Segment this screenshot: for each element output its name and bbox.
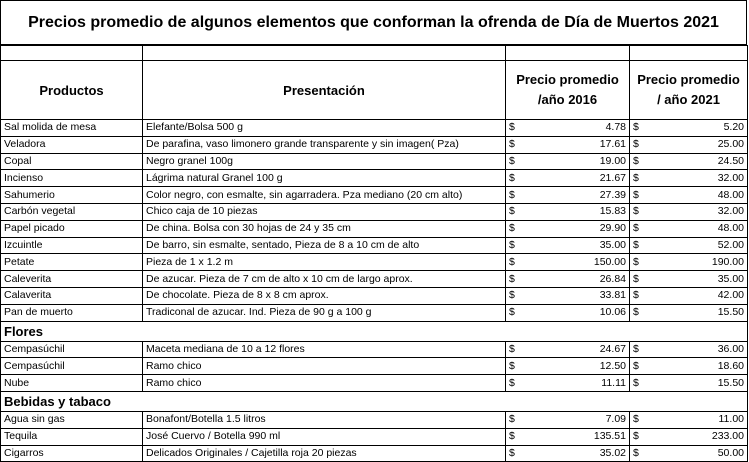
cell-currency-2016: $ [506, 411, 522, 428]
cell-presentacion: Tradiconal de azucar. Ind. Pieza de 90 g a 100 g [143, 304, 506, 321]
section-title: Flores [1, 321, 143, 341]
cell-producto: Cempasúchil [1, 341, 143, 358]
table-row [1, 220, 748, 237]
table-row [1, 153, 748, 170]
cell-producto: Tequila [1, 428, 143, 445]
table-row [1, 287, 748, 304]
cell-precio-2021: 15.50 [646, 304, 748, 321]
cell-presentacion: Color negro, con esmalte, sin agarradera. Pza mediano (20 cm alto) [143, 187, 506, 204]
header-precio-2016 [506, 61, 630, 120]
cell-presentacion: José Cuervo / Botella 990 ml [143, 428, 506, 445]
cell-presentacion: Pieza de 1 x 1.2 m [143, 254, 506, 271]
cell-currency-2021: $ [630, 287, 646, 304]
cell-currency-2021: $ [630, 445, 646, 462]
cell-currency-2016: $ [506, 271, 522, 288]
header-row [1, 61, 748, 120]
cell-producto: Copal [1, 153, 143, 170]
header-precio-2021-line1: Precio promedio [637, 72, 740, 87]
cell-precio-2021: 24.50 [646, 153, 748, 170]
cell-currency-2016: $ [506, 428, 522, 445]
cell-currency-2021: $ [630, 170, 646, 187]
section-row [1, 391, 748, 411]
cell-currency-2021: $ [630, 220, 646, 237]
cell-precio-2021: 48.00 [646, 187, 748, 204]
header-precio-2016-line2: /año 2016 [537, 92, 598, 107]
cell-currency-2016: $ [506, 304, 522, 321]
header-precio-2021-line2: / año 2021 [657, 92, 720, 107]
cell-currency-2021: $ [630, 203, 646, 220]
cell-currency-2021: $ [630, 153, 646, 170]
cell-currency-2021: $ [630, 136, 646, 153]
cell-currency-2021: $ [630, 428, 646, 445]
cell-currency-2021: $ [630, 271, 646, 288]
cell-currency-2016: $ [506, 237, 522, 254]
cell-producto: Agua sin gas [1, 411, 143, 428]
cell-currency-2016: $ [506, 187, 522, 204]
cell-currency-2021: $ [630, 187, 646, 204]
cell-producto: Sal molida de mesa [1, 120, 143, 137]
cell-precio-2021: 48.00 [646, 220, 748, 237]
cell-producto: Veladora [1, 136, 143, 153]
cell-presentacion: Maceta mediana de 10 a 12 flores [143, 341, 506, 358]
cell-currency-2016: $ [506, 375, 522, 392]
cell-precio-2021: 15.50 [646, 375, 748, 392]
cell-precio-2016: 4.78 [522, 120, 630, 137]
price-table [0, 45, 748, 462]
cell-currency-2016: $ [506, 120, 522, 137]
cell-producto: Carbón vegetal [1, 203, 143, 220]
cell-precio-2021: 233.00 [646, 428, 748, 445]
cell-currency-2016: $ [506, 170, 522, 187]
cell-currency-2016: $ [506, 153, 522, 170]
table-row [1, 203, 748, 220]
cell-producto: Pan de muerto [1, 304, 143, 321]
cell-precio-2021: 5.20 [646, 120, 748, 137]
cell-precio-2016: 150.00 [522, 254, 630, 271]
table-row [1, 170, 748, 187]
cell-currency-2016: $ [506, 358, 522, 375]
cell-precio-2016: 135.51 [522, 428, 630, 445]
cell-presentacion: Bonafont/Botella 1.5 litros [143, 411, 506, 428]
table-row [1, 304, 748, 321]
cell-precio-2016: 26.84 [522, 271, 630, 288]
cell-presentacion: De parafina, vaso limonero grande transparente y sin imagen( Pza) [143, 136, 506, 153]
cell-currency-2021: $ [630, 304, 646, 321]
cell-precio-2016: 29.90 [522, 220, 630, 237]
table-row [1, 254, 748, 271]
cell-precio-2021: 35.00 [646, 271, 748, 288]
cell-presentacion: De chocolate. Pieza de 8 x 8 cm aprox. [143, 287, 506, 304]
cell-producto: Caleverita [1, 271, 143, 288]
cell-currency-2016: $ [506, 254, 522, 271]
cell-precio-2016: 33.81 [522, 287, 630, 304]
table-row [1, 341, 748, 358]
cell-presentacion: Lágrima natural Granel 100 g [143, 170, 506, 187]
table-row [1, 428, 748, 445]
section-title: Bebidas y tabaco [1, 391, 143, 411]
cell-precio-2021: 32.00 [646, 203, 748, 220]
cell-precio-2016: 11.11 [522, 375, 630, 392]
cell-precio-2016: 27.39 [522, 187, 630, 204]
cell-precio-2021: 190.00 [646, 254, 748, 271]
cell-presentacion: Delicados Originales / Cajetilla roja 20 piezas [143, 445, 506, 462]
cell-precio-2021: 32.00 [646, 170, 748, 187]
cell-precio-2021: 18.60 [646, 358, 748, 375]
cell-precio-2021: 11.00 [646, 411, 748, 428]
cell-precio-2021: 50.00 [646, 445, 748, 462]
table-row [1, 445, 748, 462]
table-row [1, 120, 748, 137]
cell-currency-2021: $ [630, 120, 646, 137]
cell-currency-2021: $ [630, 358, 646, 375]
cell-producto: Sahumerio [1, 187, 143, 204]
cell-precio-2016: 10.06 [522, 304, 630, 321]
cell-currency-2021: $ [630, 254, 646, 271]
cell-producto: Papel picado [1, 220, 143, 237]
cell-precio-2016: 35.00 [522, 237, 630, 254]
cell-currency-2016: $ [506, 445, 522, 462]
cell-currency-2021: $ [630, 341, 646, 358]
cell-presentacion: De barro, sin esmalte, sentado, Pieza de 8 a 10 cm de alto [143, 237, 506, 254]
header-precio-2016-line1: Precio promedio [516, 72, 619, 87]
cell-precio-2016: 7.09 [522, 411, 630, 428]
table-row [1, 358, 748, 375]
cell-precio-2016: 21.67 [522, 170, 630, 187]
cell-currency-2016: $ [506, 287, 522, 304]
header-presentacion: Presentación [143, 61, 506, 120]
cell-currency-2016: $ [506, 136, 522, 153]
cell-precio-2021: 42.00 [646, 287, 748, 304]
cell-precio-2016: 19.00 [522, 153, 630, 170]
cell-producto: Izcuintle [1, 237, 143, 254]
cell-presentacion: Negro granel 100g [143, 153, 506, 170]
table-row [1, 136, 748, 153]
cell-precio-2016: 15.83 [522, 203, 630, 220]
section-row [1, 321, 748, 341]
table-row [1, 237, 748, 254]
cell-producto: Cigarros [1, 445, 143, 462]
cell-currency-2021: $ [630, 375, 646, 392]
cell-presentacion: De china. Bolsa con 30 hojas de 24 y 35 cm [143, 220, 506, 237]
table-row [1, 271, 748, 288]
cell-producto: Cempasúchil [1, 358, 143, 375]
spacer-row [1, 46, 748, 61]
cell-presentacion: Chico caja de 10 piezas [143, 203, 506, 220]
cell-presentacion: Ramo chico [143, 375, 506, 392]
cell-producto: Nube [1, 375, 143, 392]
cell-precio-2016: 24.67 [522, 341, 630, 358]
table-row [1, 375, 748, 392]
cell-precio-2016: 12.50 [522, 358, 630, 375]
cell-currency-2021: $ [630, 411, 646, 428]
table-row [1, 187, 748, 204]
cell-presentacion: De azucar. Pieza de 7 cm de alto x 10 cm de largo aprox. [143, 271, 506, 288]
cell-currency-2016: $ [506, 220, 522, 237]
header-productos: Productos [1, 61, 143, 120]
price-table-body [1, 46, 748, 462]
header-precio-2021 [630, 61, 748, 120]
cell-currency-2021: $ [630, 237, 646, 254]
cell-precio-2016: 17.61 [522, 136, 630, 153]
sheet-title: Precios promedio de algunos elementos que conforman la ofrenda de Día de Muertos 2021 [0, 0, 747, 45]
cell-presentacion: Ramo chico [143, 358, 506, 375]
table-row [1, 411, 748, 428]
cell-producto: Petate [1, 254, 143, 271]
cell-producto: Incienso [1, 170, 143, 187]
cell-currency-2016: $ [506, 341, 522, 358]
cell-precio-2016: 35.02 [522, 445, 630, 462]
cell-currency-2016: $ [506, 203, 522, 220]
cell-precio-2021: 36.00 [646, 341, 748, 358]
cell-producto: Calaverita [1, 287, 143, 304]
cell-precio-2021: 25.00 [646, 136, 748, 153]
cell-precio-2021: 52.00 [646, 237, 748, 254]
cell-presentacion: Elefante/Bolsa 500 g [143, 120, 506, 137]
